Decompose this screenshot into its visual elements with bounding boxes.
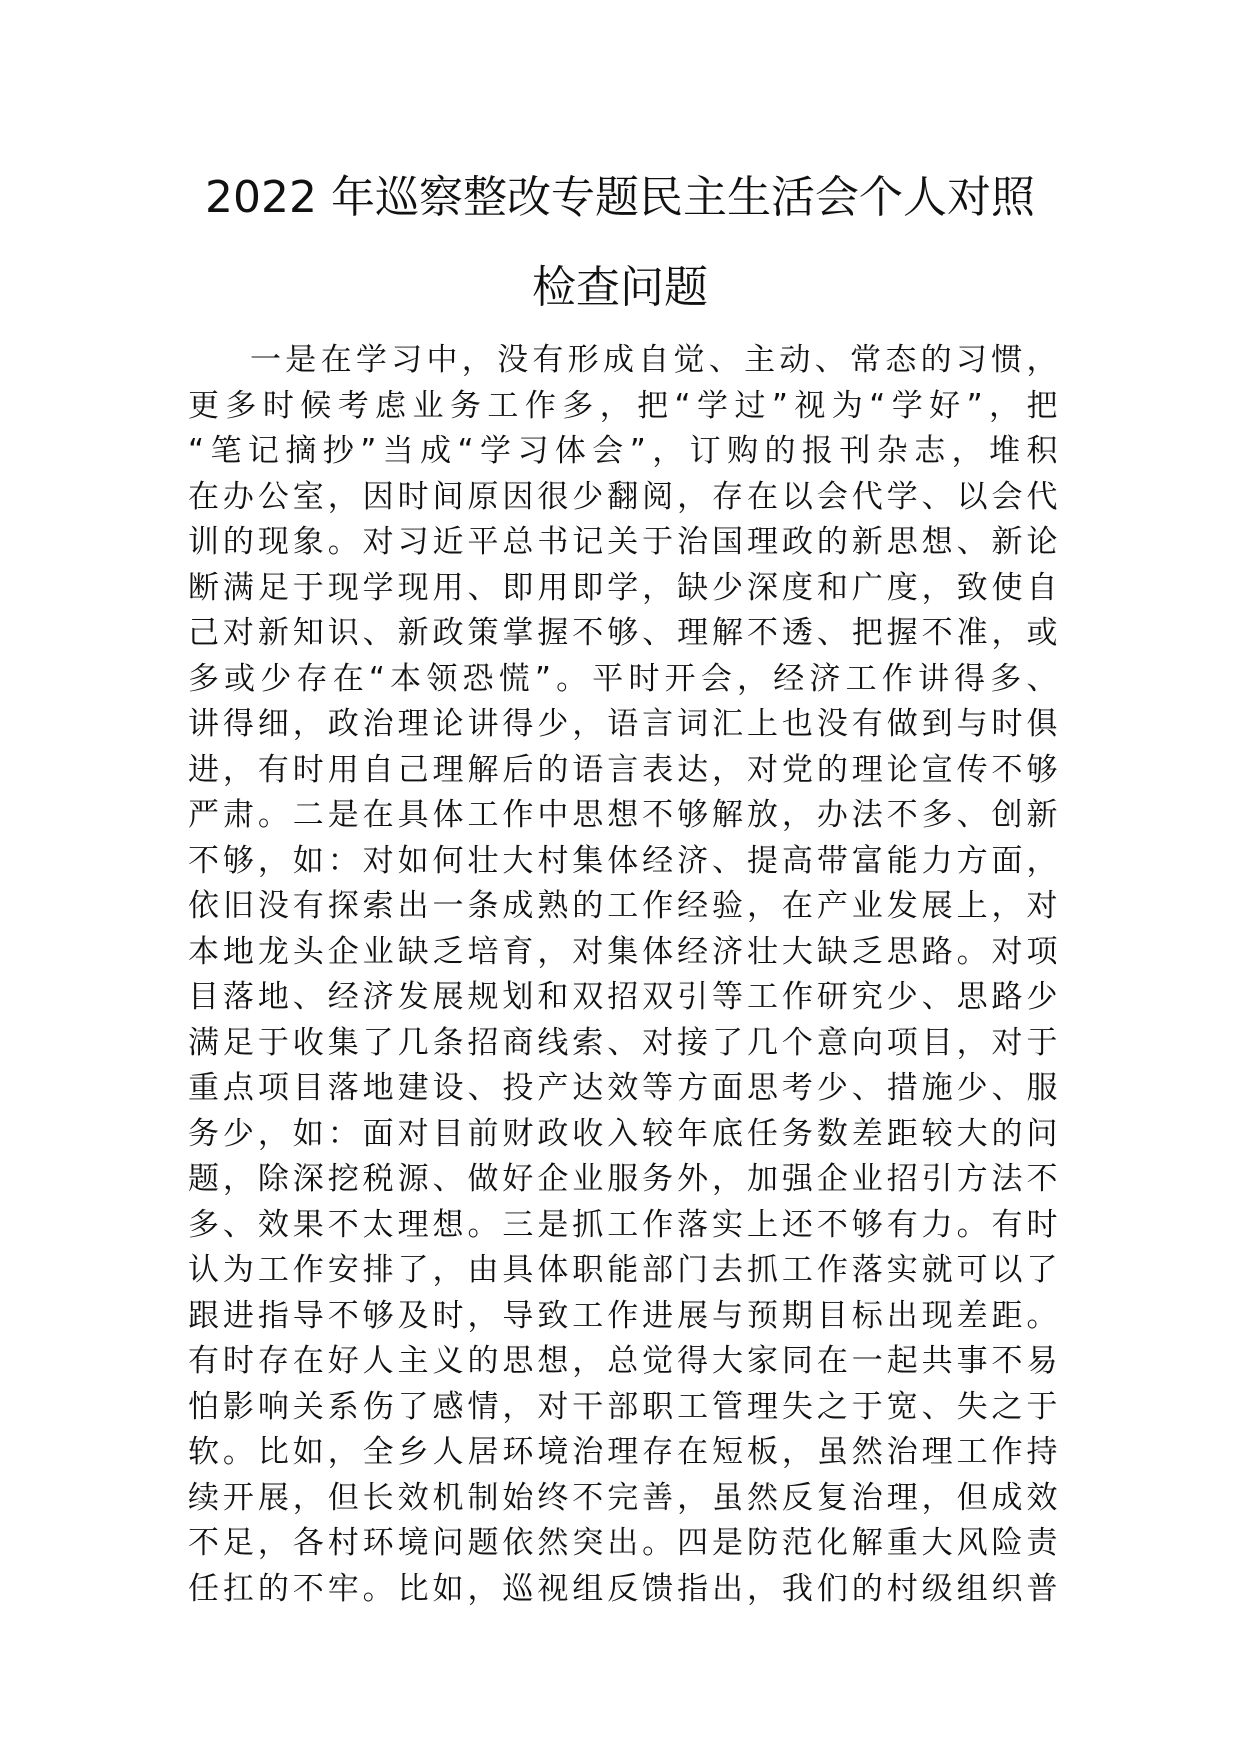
document-title-line-2: 检查问题: [532, 262, 708, 313]
body-line: 不够，如：对如何壮大村集体经济、提高带富能力方面，: [188, 842, 1058, 879]
body-line: 软。比如，全乡人居环境治理存在短板，虽然治理工作持: [188, 1434, 1058, 1470]
body-line: 重点项目落地建设、投产达效等方面思考少、措施少、服: [188, 1070, 1058, 1106]
body-line: 任扛的不牢。比如，巡视组反馈指出，我们的村级组织普: [188, 1570, 1058, 1607]
body-line: 依旧没有探索出一条成熟的工作经验，在产业发展上，对: [188, 888, 1058, 924]
document-title-line-1: 2022 年巡察整改专题民主生活会个人对照: [205, 172, 1035, 223]
body-line: “笔记摘抄”当成“学习体会”，订购的报刊杂志，堆积: [188, 433, 1058, 469]
body-line: 本地龙头企业缺乏培育，对集体经济壮大缺乏思路。对项: [188, 933, 1058, 970]
body-line: 跟进指导不够及时，导致工作进展与预期目标出现差距。: [188, 1297, 1058, 1334]
body-line: 进，有时用自己理解后的语言表达，对党的理论宣传不够: [188, 751, 1058, 788]
document-body: [188, 338, 1058, 1612]
body-line: 在办公室，因时间原因很少翻阅，存在以会代学、以会代: [188, 478, 1058, 515]
body-line: 更多时候考虑业务工作多，把“学过”视为“学好”，把: [188, 387, 1058, 424]
body-line: 务少，如：面对目前财政收入较年底任务数差距较大的问: [188, 1115, 1058, 1152]
body-line: 讲得细，政治理论讲得少，语言词汇上也没有做到与时俱: [188, 706, 1058, 742]
body-line: 续开展，但长效机制始终不完善，虽然反复治理，但成效: [188, 1479, 1058, 1516]
body-line: 题，除深挖税源、做好企业服务外，加强企业招引方法不: [188, 1161, 1058, 1197]
body-line: 严肃。二是在具体工作中思想不够解放，办法不多、创新: [188, 797, 1058, 833]
body-line: 目落地、经济发展规划和双招双引等工作研究少、思路少: [188, 979, 1058, 1015]
body-line: 认为工作安排了，由具体职能部门去抓工作落实就可以了: [188, 1252, 1058, 1288]
body-line: 训的现象。对习近平总书记关于治国理政的新思想、新论: [188, 524, 1058, 560]
body-line: 多或少存在“本领恐慌”。平时开会，经济工作讲得多、: [188, 660, 1058, 697]
body-line: 断满足于现学现用、即用即学，缺少深度和广度，致使自: [188, 569, 1058, 606]
body-line: 不足，各村环境问题依然突出。四是防范化解重大风险责: [188, 1525, 1058, 1561]
body-line: 己对新知识、新政策掌握不够、理解不透、把握不准，或: [188, 615, 1058, 651]
body-line: 有时存在好人主义的思想，总觉得大家同在一起共事不易: [188, 1343, 1058, 1379]
body-line: 一是在学习中，没有形成自觉、主动、常态的习惯，: [250, 342, 1058, 378]
body-line: 怕影响关系伤了感情，对干部职工管理失之于宽、失之于: [188, 1388, 1058, 1425]
body-line: 多、效果不太理想。三是抓工作落实上还不够有力。有时: [188, 1206, 1058, 1243]
body-line: 满足于收集了几条招商线索、对接了几个意向项目，对于: [188, 1024, 1058, 1061]
